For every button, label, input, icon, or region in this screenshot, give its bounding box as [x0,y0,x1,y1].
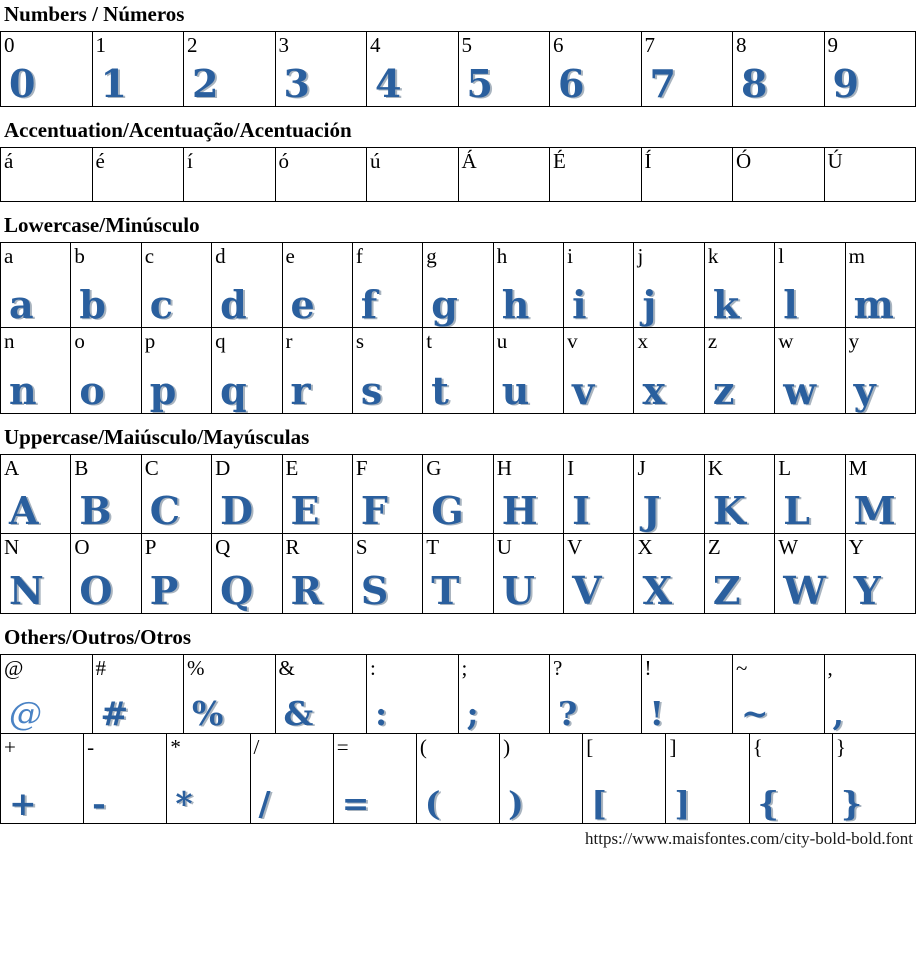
glyph-row [0,534,916,614]
glyph-font-sample: w [783,372,816,410]
glyph-font-sample: P [150,572,179,610]
glyph-reference-label: J [637,456,645,481]
glyph-cell [733,32,825,107]
glyph-row [0,654,916,734]
glyph-cell [564,534,634,614]
glyph-cell [84,734,167,824]
glyph-cell [212,243,282,328]
glyph-cell [642,32,734,107]
glyph-reference-label: 5 [462,33,473,58]
glyph-reference-label: : [370,656,376,681]
glyph-font-sample: u [502,372,530,410]
glyph-cell [494,455,564,534]
glyph-cell [825,148,916,202]
glyph-reference-label: H [497,456,512,481]
glyph-reference-label: & [279,656,295,681]
glyph-cell [1,148,93,202]
glyph-cell [705,455,775,534]
glyph-font-sample: V [572,572,601,610]
glyph-cell [353,455,423,534]
glyph-reference-label: } [836,735,846,760]
glyph-font-sample: E [291,492,320,530]
glyph-reference-label: S [356,535,368,560]
glyph-cell [251,734,334,824]
glyph-reference-label: 3 [279,33,290,58]
glyph-cell [634,455,704,534]
glyph-cell [93,655,185,734]
glyph-font-sample: n [9,372,37,410]
glyph-cell [71,243,141,328]
glyph-cell [583,734,666,824]
glyph-cell [494,243,564,328]
glyph-cell [417,734,500,824]
glyph-reference-label: * [170,735,181,760]
glyph-cell [733,148,825,202]
glyph-cell [423,534,493,614]
glyph-cell [423,243,493,328]
glyph-row [0,31,916,107]
glyph-reference-label: { [753,735,763,760]
glyph-font-sample: { [758,787,779,820]
glyph-font-sample: S [361,572,388,610]
glyph-font-sample: H [502,492,538,530]
glyph-font-sample: + [9,787,37,820]
glyph-cell [283,243,353,328]
glyph-reference-label: X [637,535,652,560]
glyph-font-sample: U [502,572,535,610]
glyph-font-sample: T [431,572,459,610]
glyph-cell [705,243,775,328]
glyph-cell [459,148,551,202]
glyph-reference-label: v [567,329,578,354]
glyph-reference-label: T [426,535,439,560]
glyph-cell [71,455,141,534]
glyph-font-sample: : [375,697,387,730]
glyph-cell [705,328,775,414]
glyph-cell [705,534,775,614]
glyph-font-sample: B [79,492,111,530]
glyph-cell [825,32,916,107]
glyph-font-sample: v [572,372,594,410]
glyph-cell [666,734,749,824]
glyph-reference-label: Á [462,149,477,174]
glyph-reference-label: q [215,329,226,354]
glyph-reference-label: + [4,735,16,760]
glyph-reference-label: 4 [370,33,381,58]
glyph-cell [1,534,71,614]
glyph-cell [1,328,71,414]
glyph-reference-label: e [286,244,295,269]
glyph-cell [775,534,845,614]
glyph-font-sample: p [150,372,177,410]
glyph-cell [775,243,845,328]
glyph-cell [1,655,93,734]
glyph-font-sample: o [79,372,104,410]
glyph-reference-label: h [497,244,508,269]
glyph-reference-label: 1 [96,33,107,58]
glyph-reference-label: ( [420,735,427,760]
glyph-font-sample: * [175,787,192,820]
glyph-cell [93,148,185,202]
glyph-cell [283,534,353,614]
glyph-cell [142,534,212,614]
glyph-row [0,734,916,824]
glyph-reference-label: @ [4,656,23,681]
glyph-cell [825,655,916,734]
glyph-font-sample: ( [425,787,441,820]
glyph-font-sample: l [783,286,797,324]
glyph-font-sample: j [642,286,656,324]
glyph-font-sample: z [713,372,735,410]
glyph-font-sample: d [220,286,247,324]
section-uppercase [0,426,916,614]
section-title-numbers: Numbers / Números [4,3,916,26]
glyph-reference-label: w [778,329,793,354]
glyph-font-sample: & [284,697,314,730]
glyph-reference-label: j [637,244,643,269]
glyph-font-sample: c [150,286,173,324]
glyph-font-sample: - [92,787,106,820]
source-url: https://www.maisfontes.com/city-bold-bold.font [0,829,913,849]
glyph-cell [459,655,551,734]
glyph-font-sample: e [291,286,315,324]
glyph-font-sample: 2 [192,65,218,103]
glyph-reference-label: É [553,149,566,174]
glyph-font-sample: } [841,787,862,820]
glyph-font-sample: b [79,286,106,324]
glyph-reference-label: o [74,329,85,354]
glyph-cell [167,734,250,824]
glyph-font-sample: % [192,697,223,730]
glyph-cell [276,655,368,734]
glyph-font-sample: ~ [741,697,769,730]
glyph-reference-label: s [356,329,364,354]
section-lowercase [0,214,916,414]
glyph-font-sample: r [291,372,311,410]
glyph-font-sample: Q [220,572,253,610]
glyph-cell [846,534,916,614]
glyph-reference-label: B [74,456,88,481]
glyph-reference-label: ) [503,735,510,760]
glyph-font-sample: a [9,286,34,324]
glyph-font-sample: ) [508,787,524,820]
glyph-cell [184,148,276,202]
glyph-font-sample: @ [9,697,42,730]
glyph-cell [212,328,282,414]
glyph-cell [353,534,423,614]
glyph-cell [184,32,276,107]
glyph-cell [550,148,642,202]
glyph-cell [423,328,493,414]
glyph-cell [846,328,916,414]
glyph-reference-label: u [497,329,508,354]
glyph-reference-label: x [637,329,648,354]
glyph-reference-label: U [497,535,512,560]
glyph-cell [276,148,368,202]
glyph-cell [212,455,282,534]
glyph-reference-label: Q [215,535,230,560]
glyph-reference-label: ; [462,656,468,681]
glyph-reference-label: t [426,329,432,354]
glyph-cell [634,534,704,614]
glyph-reference-label: g [426,244,437,269]
section-numbers [0,3,916,107]
glyph-font-sample: O [79,572,112,610]
glyph-cell [353,243,423,328]
glyph-cell [775,455,845,534]
glyph-font-sample: m [854,286,894,324]
glyph-cell [283,455,353,534]
glyph-font-sample: ! [650,697,665,730]
glyph-reference-label: ? [553,656,562,681]
glyph-cell [833,734,916,824]
glyph-cell [212,534,282,614]
glyph-font-sample: # [101,697,129,730]
glyph-reference-label: Z [708,535,721,560]
glyph-reference-label: k [708,244,719,269]
glyph-reference-label: R [286,535,300,560]
glyph-cell [564,455,634,534]
glyph-cell [334,734,417,824]
glyph-reference-label: A [4,456,19,481]
glyph-reference-label: D [215,456,230,481]
glyph-reference-label: E [286,456,299,481]
glyph-reference-label: b [74,244,85,269]
glyph-cell [564,243,634,328]
glyph-reference-label: d [215,244,226,269]
glyph-font-sample: / [259,787,271,820]
glyph-cell [494,534,564,614]
glyph-cell [93,32,185,107]
glyph-font-sample: , [833,697,845,730]
glyph-cell [494,328,564,414]
glyph-font-sample: y [854,372,876,410]
glyph-reference-label: , [828,656,833,681]
glyph-font-sample: C [150,492,180,530]
glyph-cell [634,243,704,328]
font-specimen-page [0,3,916,824]
glyph-font-sample: N [9,572,44,610]
glyph-font-sample: 6 [558,65,584,103]
glyph-reference-label: Í [645,149,652,174]
glyph-reference-label: C [145,456,159,481]
glyph-cell [642,655,734,734]
glyph-font-sample: 7 [650,65,676,103]
glyph-row [0,454,916,534]
glyph-font-sample: 3 [284,65,310,103]
glyph-font-sample: M [854,492,896,530]
glyph-font-sample: 1 [101,65,127,103]
glyph-reference-label: 7 [645,33,656,58]
glyph-font-sample: t [431,372,449,410]
glyph-font-sample: I [572,492,590,530]
glyph-cell [1,455,71,534]
glyph-cell [142,328,212,414]
glyph-font-sample: s [361,372,382,410]
glyph-font-sample: ? [558,697,577,730]
glyph-cell [276,32,368,107]
glyph-reference-label: 0 [4,33,15,58]
glyph-reference-label: 9 [828,33,839,58]
glyph-font-sample: L [783,492,810,530]
glyph-cell [71,534,141,614]
glyph-cell [283,328,353,414]
glyph-cell [142,243,212,328]
glyph-cell [750,734,833,824]
glyph-cell [367,148,459,202]
glyph-reference-label: K [708,456,723,481]
glyph-font-sample: D [220,492,253,530]
glyph-font-sample: Z [713,572,741,610]
glyph-reference-label: y [849,329,860,354]
glyph-reference-label: # [96,656,107,681]
glyph-reference-label: m [849,244,865,269]
glyph-font-sample: K [713,492,746,530]
glyph-cell [142,455,212,534]
section-accentuation [0,119,916,202]
glyph-cell [1,243,71,328]
glyph-font-sample: R [291,572,323,610]
glyph-reference-label: / [254,735,260,760]
glyph-reference-label: N [4,535,19,560]
glyph-cell [184,655,276,734]
glyph-reference-label: á [4,149,13,174]
glyph-cell [423,455,493,534]
glyph-reference-label: ] [669,735,676,760]
section-title-accentuation: Accentuation/Acentuação/Acentuación [4,119,916,142]
glyph-cell [353,328,423,414]
glyph-font-sample: 4 [375,65,401,103]
glyph-font-sample: Y [854,572,881,610]
glyph-reference-label: ú [370,149,381,174]
glyph-row [0,147,916,202]
glyph-cell [1,32,93,107]
glyph-reference-label: 6 [553,33,564,58]
glyph-reference-label: O [74,535,89,560]
glyph-row [0,242,916,328]
section-title-others: Others/Outros/Otros [4,626,916,649]
glyph-reference-label: Ó [736,149,751,174]
glyph-font-sample: h [502,286,530,324]
glyph-reference-label: é [96,149,105,174]
glyph-font-sample: f [361,286,377,324]
glyph-reference-label: ! [645,656,652,681]
glyph-reference-label: f [356,244,363,269]
glyph-reference-label: Y [849,535,864,560]
glyph-cell [775,328,845,414]
glyph-reference-label: F [356,456,368,481]
glyph-font-sample: 8 [741,65,767,103]
section-title-uppercase: Uppercase/Maiúsculo/Mayúsculas [4,426,916,449]
glyph-reference-label: V [567,535,582,560]
glyph-reference-label: 8 [736,33,747,58]
glyph-font-sample: [ [591,787,607,820]
glyph-reference-label: ó [279,149,290,174]
glyph-reference-label: p [145,329,156,354]
glyph-cell [550,655,642,734]
glyph-font-sample: = [342,787,370,820]
glyph-font-sample: k [713,286,739,324]
glyph-reference-label: ~ [736,656,747,681]
glyph-row [0,328,916,414]
glyph-font-sample: g [431,286,458,324]
glyph-reference-label: 2 [187,33,198,58]
glyph-reference-label: = [337,735,349,760]
glyph-font-sample: A [9,492,38,530]
glyph-cell [71,328,141,414]
glyph-reference-label: l [778,244,784,269]
glyph-reference-label: Ú [828,149,843,174]
glyph-font-sample: 9 [833,65,859,103]
glyph-reference-label: c [145,244,154,269]
glyph-cell [367,655,459,734]
glyph-cell [550,32,642,107]
glyph-cell [459,32,551,107]
glyph-reference-label: r [286,329,293,354]
glyph-reference-label: [ [586,735,593,760]
glyph-font-sample: 0 [9,65,35,103]
glyph-reference-label: % [187,656,205,681]
glyph-font-sample: F [361,492,388,530]
section-title-lowercase: Lowercase/Minúsculo [4,214,916,237]
glyph-reference-label: W [778,535,798,560]
glyph-font-sample: x [642,372,665,410]
glyph-font-sample: G [431,492,463,530]
glyph-font-sample: ; [467,697,479,730]
glyph-cell [642,148,734,202]
glyph-cell [1,734,84,824]
glyph-reference-label: í [187,149,193,174]
glyph-font-sample: i [572,286,586,324]
glyph-cell [500,734,583,824]
glyph-cell [634,328,704,414]
section-others [0,626,916,824]
glyph-cell [846,455,916,534]
glyph-reference-label: G [426,456,441,481]
glyph-font-sample: q [220,372,247,410]
glyph-cell [846,243,916,328]
glyph-reference-label: z [708,329,717,354]
glyph-font-sample: ] [674,787,690,820]
glyph-cell [564,328,634,414]
glyph-font-sample: W [783,572,826,610]
glyph-reference-label: P [145,535,157,560]
glyph-reference-label: a [4,244,13,269]
glyph-font-sample: X [642,572,671,610]
glyph-reference-label: i [567,244,573,269]
glyph-cell [367,32,459,107]
glyph-reference-label: I [567,456,574,481]
glyph-reference-label: M [849,456,868,481]
glyph-reference-label: - [87,735,94,760]
glyph-cell [733,655,825,734]
glyph-font-sample: J [642,492,660,530]
glyph-reference-label: L [778,456,791,481]
glyph-reference-label: n [4,329,15,354]
glyph-font-sample: 5 [467,65,493,103]
